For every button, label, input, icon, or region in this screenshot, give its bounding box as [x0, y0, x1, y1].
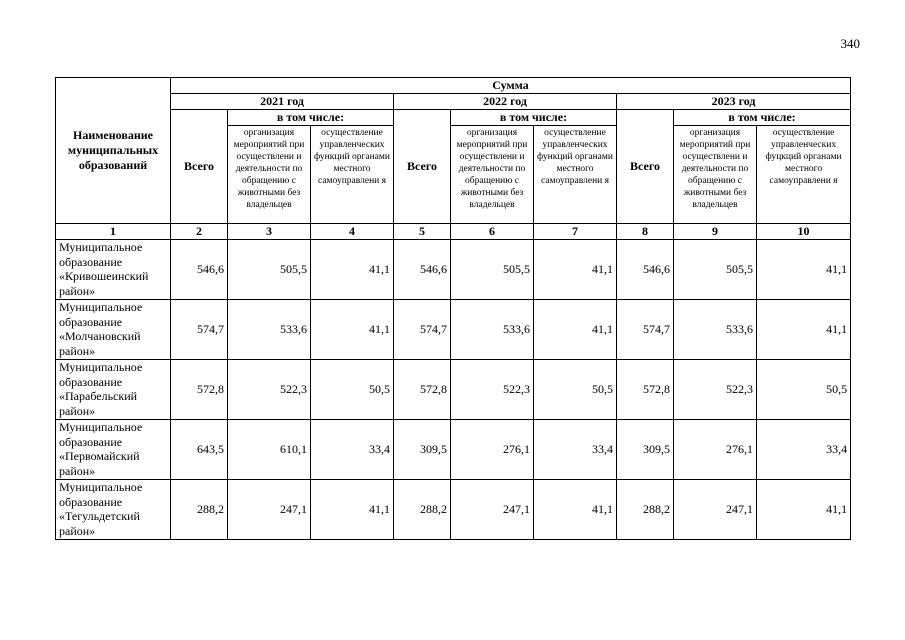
table-cell: 288,2 — [617, 480, 674, 540]
year-header-2021: 2021 год — [171, 94, 394, 110]
table-cell: 505,5 — [451, 240, 534, 300]
table-cell: 574,7 — [617, 300, 674, 360]
table-row — [56, 240, 851, 300]
including-header-2021: в том числе: — [228, 110, 394, 126]
table-cell: 33,4 — [534, 420, 617, 480]
including-header-2023: в том числе: — [674, 110, 851, 126]
management-header-2023: осуществление управленческих фуцкций органами местного самоуправлени я — [757, 126, 851, 224]
animals-header-2022: организация мероприятий при осуществлени и деятельности по обращению с животными без владельцев — [451, 126, 534, 224]
table-cell: 522,3 — [451, 360, 534, 420]
table-cell: 574,7 — [171, 300, 228, 360]
table-cell: 41,1 — [311, 300, 394, 360]
table-row — [56, 360, 851, 420]
table-cell: 309,5 — [394, 420, 451, 480]
column-number: 9 — [674, 224, 757, 240]
page-number: 340 — [840, 36, 860, 51]
column-number: 6 — [451, 224, 534, 240]
municipality-name: Муниципальное образование «Парабельский район» — [56, 360, 171, 420]
table-cell: 247,1 — [674, 480, 757, 540]
budget-table — [55, 77, 851, 540]
table-cell: 505,5 — [674, 240, 757, 300]
animals-header-2021: организация мероприятий при осуществлени и деятельности по обращению с животными без владельцев — [228, 126, 311, 224]
table-cell: 276,1 — [451, 420, 534, 480]
total-header-2022: Всего — [394, 110, 451, 224]
table-cell: 41,1 — [534, 300, 617, 360]
year-header-2023: 2023 год — [617, 94, 851, 110]
column-number: 7 — [534, 224, 617, 240]
table-cell: 33,4 — [311, 420, 394, 480]
column-number: 2 — [171, 224, 228, 240]
table-cell: 41,1 — [534, 240, 617, 300]
table-cell: 41,1 — [757, 300, 851, 360]
table-cell: 522,3 — [674, 360, 757, 420]
table-row — [56, 480, 851, 540]
table-cell: 247,1 — [228, 480, 311, 540]
table-cell: 533,6 — [674, 300, 757, 360]
animals-header-2023: организация мероприятий при осуществлени и деятельности по обращению с животными без владельцев — [674, 126, 757, 224]
table-cell: 288,2 — [171, 480, 228, 540]
table-row — [56, 300, 851, 360]
municipality-name: Муниципальное образование «Первомайский район» — [56, 420, 171, 480]
table-cell: 309,5 — [617, 420, 674, 480]
table-cell: 533,6 — [228, 300, 311, 360]
year-header-2022: 2022 год — [394, 94, 617, 110]
table-cell: 247,1 — [451, 480, 534, 540]
table-row — [56, 420, 851, 480]
table-cell: 505,5 — [228, 240, 311, 300]
management-header-2022: осуществление управленческих функций органами местного самоуправлени я — [534, 126, 617, 224]
municipality-name: Муниципальное образование «Тегульдетский район» — [56, 480, 171, 540]
table-cell: 41,1 — [311, 480, 394, 540]
table-cell: 572,8 — [617, 360, 674, 420]
table-cell: 546,6 — [617, 240, 674, 300]
column-number: 10 — [757, 224, 851, 240]
management-header-2021: осуществление управленческих функций органами местного самоуправлени я — [311, 126, 394, 224]
column-number: 1 — [56, 224, 171, 240]
table-cell: 41,1 — [534, 480, 617, 540]
table-cell: 41,1 — [757, 480, 851, 540]
table-cell: 276,1 — [674, 420, 757, 480]
table-cell: 50,5 — [534, 360, 617, 420]
column-number: 5 — [394, 224, 451, 240]
table-cell: 41,1 — [757, 240, 851, 300]
table-cell: 522,3 — [228, 360, 311, 420]
table-cell: 572,8 — [171, 360, 228, 420]
table-cell: 610,1 — [228, 420, 311, 480]
table-cell: 41,1 — [311, 240, 394, 300]
table-cell: 50,5 — [757, 360, 851, 420]
total-header-2021: Всего — [171, 110, 228, 224]
column-number: 4 — [311, 224, 394, 240]
name-column-header: Наименование муниципальных образований — [56, 78, 171, 224]
table-cell: 50,5 — [311, 360, 394, 420]
table-cell: 288,2 — [394, 480, 451, 540]
column-number: 3 — [228, 224, 311, 240]
sum-header: Сумма — [171, 78, 851, 94]
table-cell: 546,6 — [394, 240, 451, 300]
table-cell: 33,4 — [757, 420, 851, 480]
total-header-2023: Всего — [617, 110, 674, 224]
including-header-2022: в том числе: — [451, 110, 617, 126]
table-cell: 574,7 — [394, 300, 451, 360]
municipality-name: Муниципальное образование «Молчановский район» — [56, 300, 171, 360]
table-cell: 572,8 — [394, 360, 451, 420]
column-number: 8 — [617, 224, 674, 240]
table-cell: 533,6 — [451, 300, 534, 360]
table-cell: 546,6 — [171, 240, 228, 300]
municipality-name: Муниципальное образование «Кривошеинский район» — [56, 240, 171, 300]
table-cell: 643,5 — [171, 420, 228, 480]
